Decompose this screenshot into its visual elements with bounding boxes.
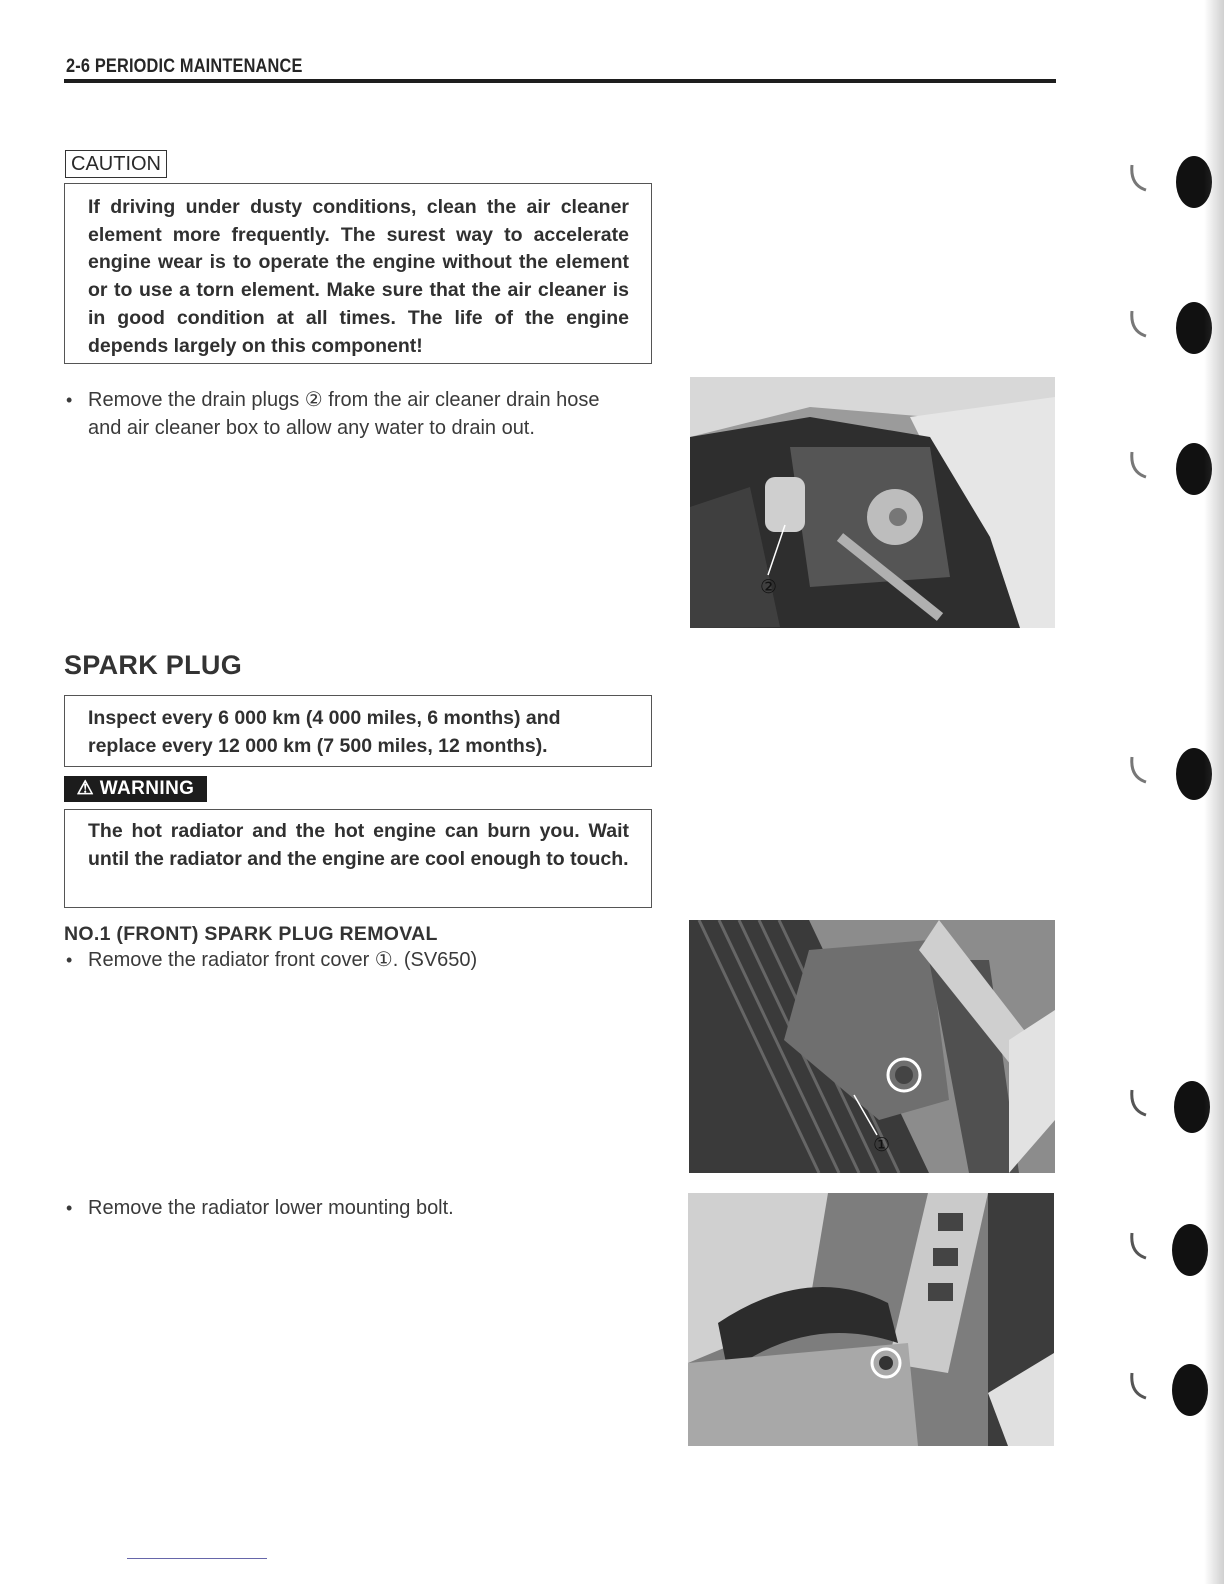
bullet-dot: • [66,950,73,970]
radiator-bolt-step [66,1194,666,1222]
page-header: 2-6 PERIODIC MAINTENANCE [66,56,303,77]
warning-text: The hot radiator and the hot engine can burn you. Wait until the radiator and the engine are cool enough to touch. [88,820,629,870]
removal-subtitle: NO.1 (FRONT) SPARK PLUG REMOVAL [64,923,438,945]
radiator-bolt-photo [688,1193,1054,1446]
radiator-cover-photo [689,920,1055,1173]
drain-plug-step [66,386,666,442]
inspect-interval-text: Inspect every 6 000 km (4 000 miles, 6 months) and replace every 12 000 km (7 500 miles, 12 months). [88,707,561,757]
warning-label: ⚠ WARNING [64,776,207,802]
chapter-tab-marker [1128,1218,1212,1278]
header-rule [64,79,1056,83]
chapter-tab-marker [1128,437,1212,497]
radiator-cover-callout: ① [873,1135,891,1156]
caution-box [64,183,652,364]
page-edge-shadow [1204,0,1224,1584]
bullet-dot: • [66,1198,73,1218]
chapter-tab-marker [1128,1358,1212,1418]
drain-step-line1: Remove the drain plugs ② from the air cleaner drain hose [88,389,600,411]
air-cleaner-drain-photo [690,377,1055,628]
chapter-tab-marker [1128,742,1212,802]
radiator-cover-step-text: Remove the radiator front cover ①. (SV650) [88,949,478,971]
drain-step-line2: and air cleaner box to allow any water to drain out. [88,417,535,439]
drain-plug-callout: ② [760,577,778,598]
caution-label: CAUTION [65,150,167,178]
footer-link-underline [127,1558,267,1559]
chapter-tab-marker [1128,150,1212,210]
warning-box [64,809,652,908]
bullet-dot: • [66,390,73,410]
chapter-tab-marker [1128,1075,1212,1135]
radiator-bolt-step-text: Remove the radiator lower mounting bolt. [88,1197,454,1219]
chapter-tab-marker [1128,296,1212,356]
inspect-interval-box [64,695,652,767]
section-title-spark-plug: SPARK PLUG [64,650,243,680]
caution-text: If driving under dusty conditions, clean the air cleaner element more frequently. The surest way to accelerate engine wear is to operate the engine without the element or to use a torn element. Make sure that the air cleaner is in good condition at all times. The life of the engine depends largely on this component! [88,196,629,357]
radiator-cover-step [66,946,666,974]
